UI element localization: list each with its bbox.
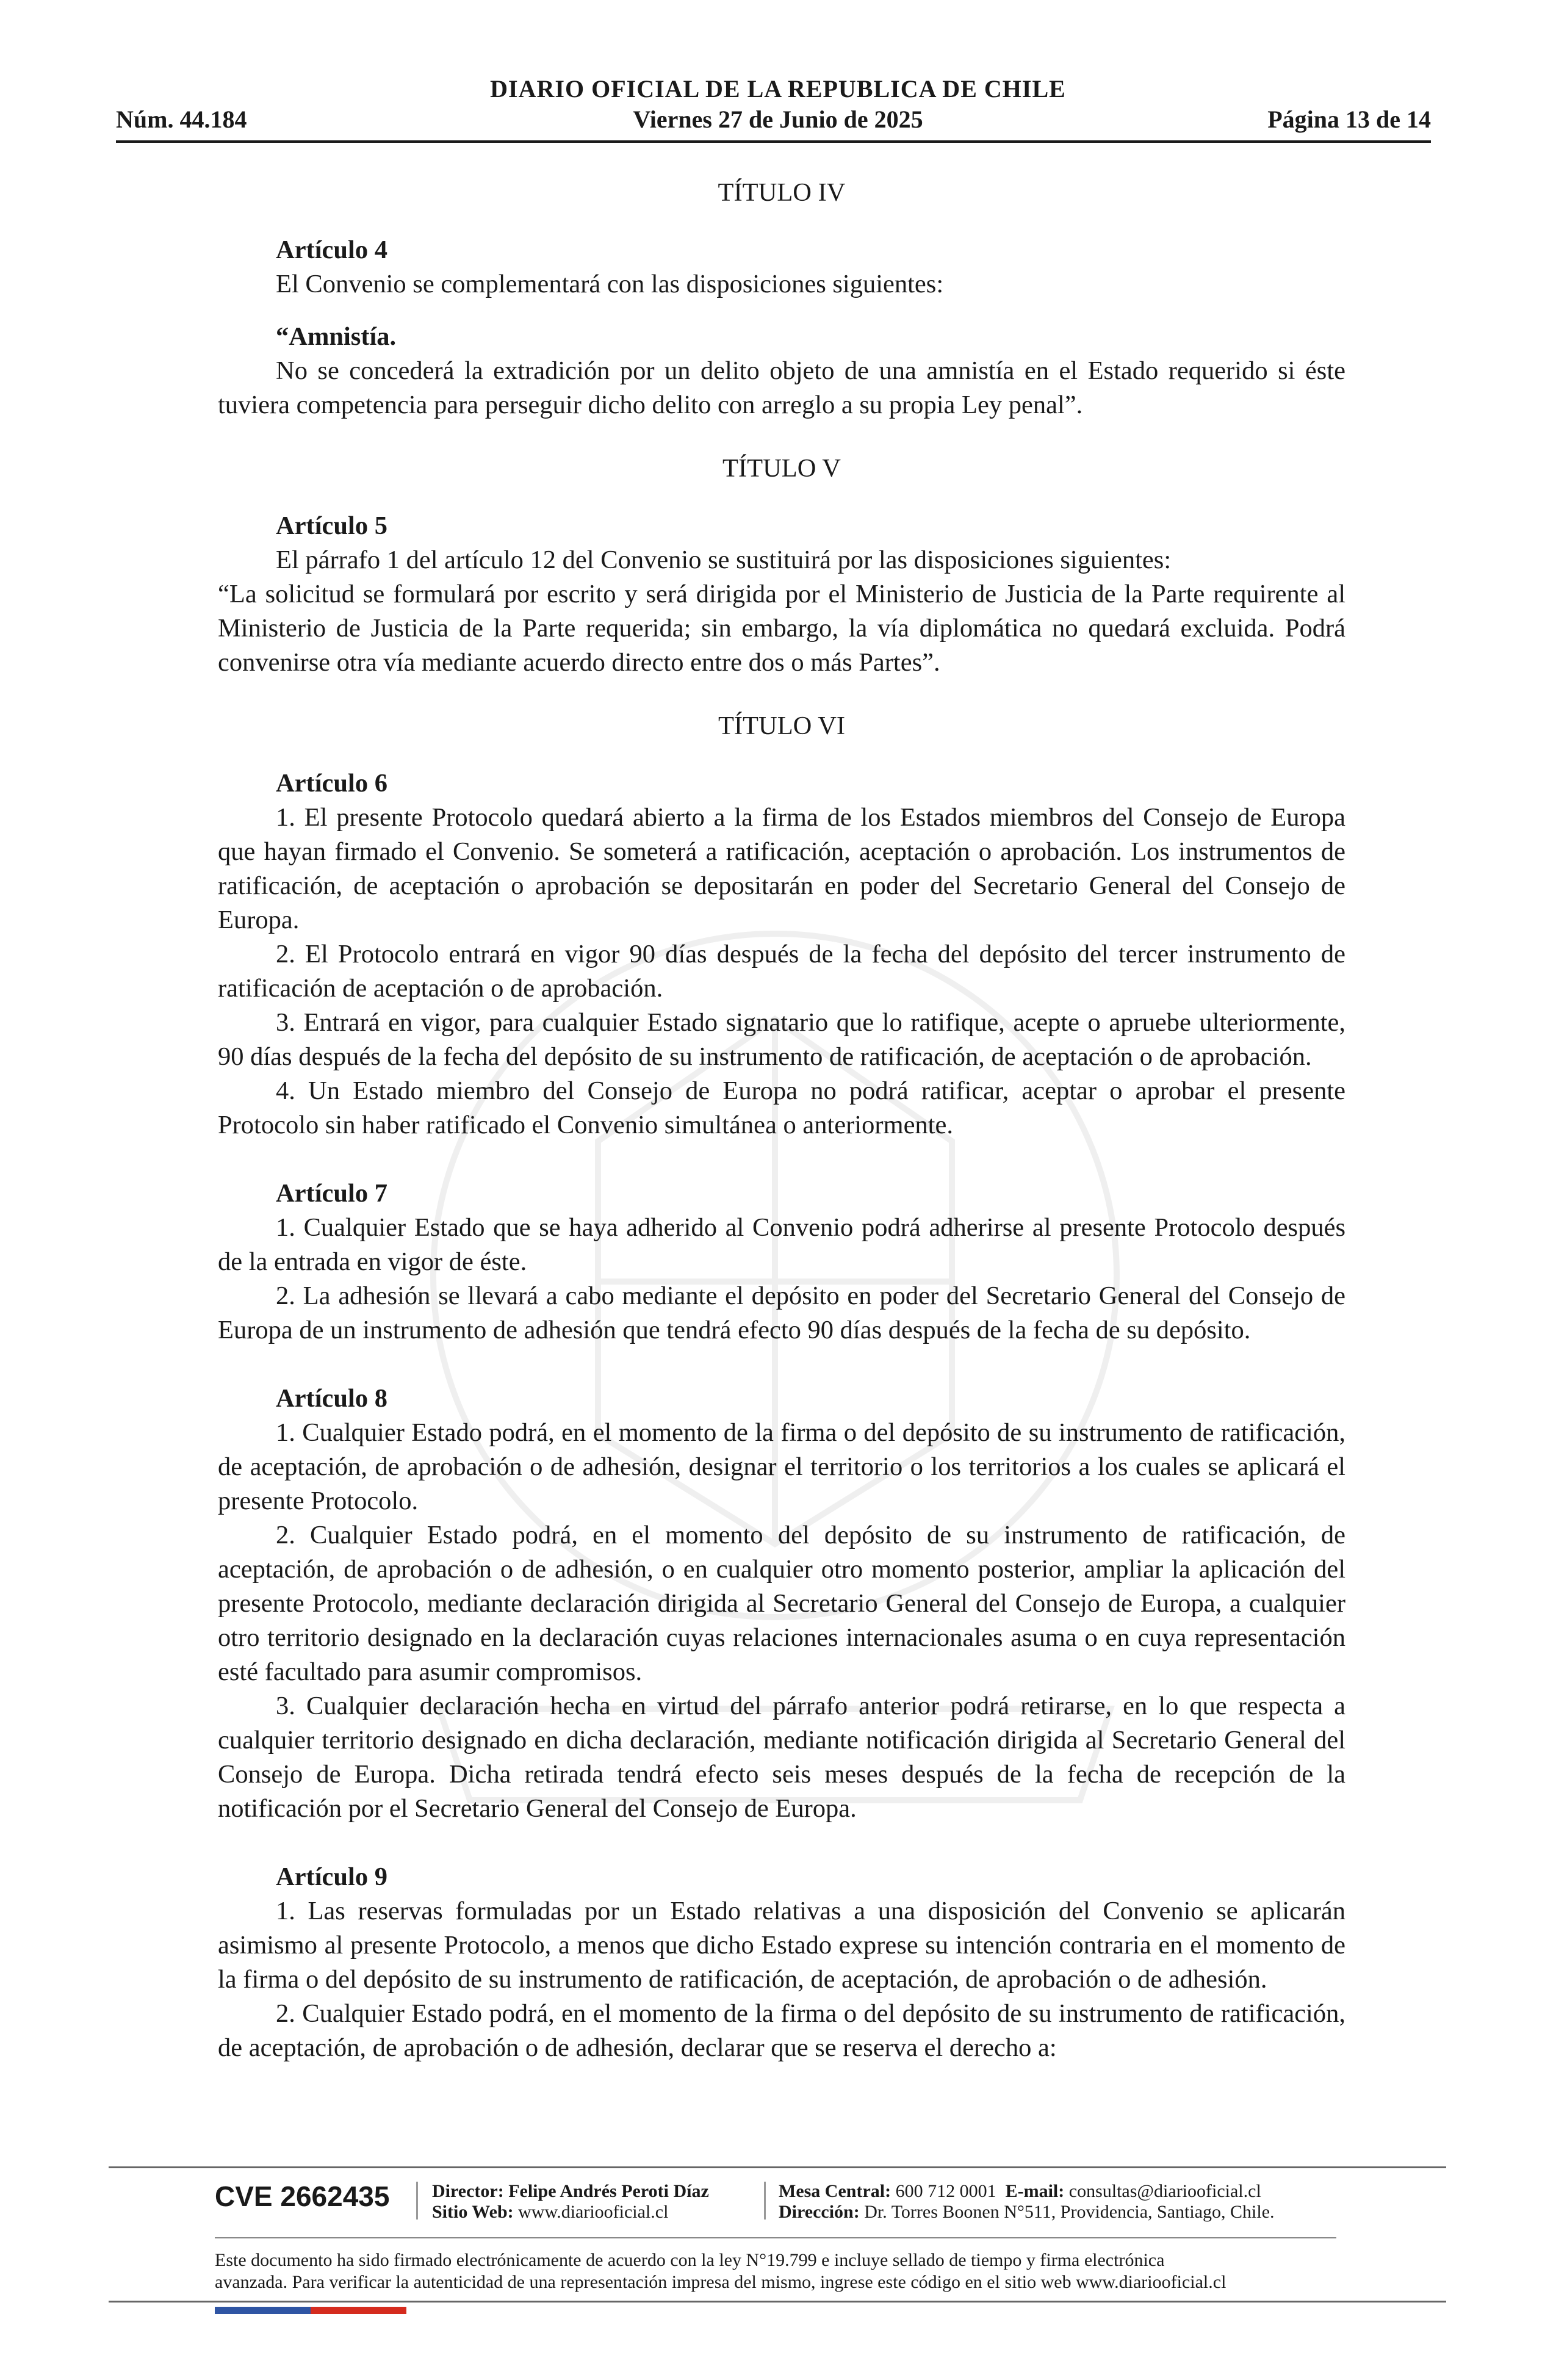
flag-blue-segment [215,2307,311,2314]
amnistia-heading: “Amnistía. [276,322,397,351]
articulo-4-heading: Artículo 4 [276,236,387,264]
titulo-v-heading: TÍTULO V [722,454,841,483]
email-link[interactable]: consultas@diariooficial.cl [1068,2181,1261,2201]
document-body [218,165,1345,2065]
director-name: Felipe Andrés Peroti Díaz [508,2181,709,2201]
articulo-5-intro: El párrafo 1 del artículo 12 del Convenio se sustituirá por las disposiciones siguientes: [276,546,1172,574]
cve-code: CVE 2662435 [215,2180,390,2212]
titulo-vi-heading: TÍTULO VI [718,712,846,740]
issue-number: Núm. 44.184 [116,106,247,133]
articulo-6-paragraph-2: 2. El Protocolo entrará en vigor 90 días después de la fecha del depósito del tercer instrumento de ratificación de aceptación o de aprobación. [218,940,1345,1003]
signature-note-line-2: avanzada. Para verificar la autenticidad de una representación impresa del mismo, ingrese este código en el sitio web www.diariooficial.cl [215,2272,1226,2292]
electronic-signature-note [215,2249,1350,2293]
newspaper-title: DIARIO OFICIAL DE LA REPUBLICA DE CHILE [490,75,1066,103]
footer-separator [764,2182,766,2220]
director-label: Director: [432,2181,504,2201]
articulo-4-intro: El Convenio se complementará con las disposiciones siguientes: [276,270,944,298]
articulo-9-paragraph-1: 1. Las reservas formuladas por un Estado relativas a una disposición del Convenio se aplicarán asimismo al presente Protocolo, a menos que dicho Estado exprese su intención contraria en el momento de la firma o del depósito de su instrumento de ratificación, de aceptación, de aprobación o de adhesión. [218,1897,1345,1994]
articulo-6-paragraph-1: 1. El presente Protocolo quedará abierto a la firma de los Estados miembros del Consejo de Europa que hayan firmado el Convenio. Se someterá a ratificación, aceptación o aprobación. Los instrumentos de ratificación, de aceptación o aprobación se depositarán en poder del Secretario General del Consejo de Europa. [218,803,1345,934]
articulo-5-heading: Artículo 5 [276,511,387,540]
footer-director-block [432,2181,709,2223]
header-divider [116,140,1431,143]
footer-top-divider [109,2166,1446,2168]
footer-bottom-divider [109,2301,1446,2302]
articulo-6-paragraph-3: 3. Entrará en vigor, para cualquier Estado signatario que lo ratifique, acepte o apruebe ulteriormente, 90 días después de la fecha del depósito de su instrumento de ratificación, de aceptación o de aprobación. [218,1008,1345,1071]
issue-date: Viernes 27 de Junio de 2025 [633,106,923,133]
address-value: Dr. Torres Boonen N°511, Providencia, Santiago, Chile. [864,2202,1275,2222]
site-link[interactable]: www.diariooficial.cl [518,2202,669,2222]
articulo-6-paragraph-4: 4. Un Estado miembro del Consejo de Europa no podrá ratificar, aceptar o aprobar el presente Protocolo sin haber ratificado el Convenio simultánea o anteriormente. [218,1076,1345,1139]
signature-note-line-1: Este documento ha sido firmado electrónicamente de acuerdo con la ley N°19.799 e incluye sellado de tiempo y firma electrónica [215,2250,1165,2270]
chile-flag-stripe [215,2307,406,2314]
articulo-7-paragraph-2: 2. La adhesión se llevará a cabo mediante el depósito en poder del Secretario General del Consejo de Europa de un instrumento de adhesión que tendrá efecto 90 días después de la fecha de su depósito. [218,1282,1345,1344]
articulo-8-paragraph-2: 2. Cualquier Estado podrá, en el momento del depósito de su instrumento de ratificación, de aceptación, de aprobación o de adhesión, o en cualquier otro momento posterior, ampliar la aplicación del presente Protocolo, mediante declaración dirigida al Secretario General del Consejo de Europa, a cualquier otro territorio designado en la declaración cuyas relaciones internacionales asuma o en cuya representación esté facultado para asumir compromisos. [218,1521,1345,1686]
titulo-iv-heading: TÍTULO IV [718,178,846,207]
articulo-8-paragraph-1: 1. Cualquier Estado podrá, en el momento de la firma o del depósito de su instrumento de ratificación, de aceptación, de aprobación o de adhesión, designar el territorio o los territorios a los cuales se aplicará el presente Protocolo. [218,1418,1345,1515]
footer-contact-block [779,2181,1275,2223]
articulo-8-heading: Artículo 8 [276,1384,387,1413]
page-header [0,0,1556,159]
articulo-8-paragraph-3: 3. Cualquier declaración hecha en virtud del párrafo anterior podrá retirarse, en lo que respecta a cualquier territorio designado en dicha declaración, mediante notificación dirigida al Secretario General del Consejo de Europa. Dicha retirada tendrá efecto seis meses después de la fecha de recepción de la notificación por el Secretario General del Consejo de Europa. [218,1692,1345,1823]
site-label: Sitio Web: [432,2202,514,2222]
articulo-9-paragraph-2: 2. Cualquier Estado podrá, en el momento de la firma o del depósito de su instrumento de ratificación, de aceptación, de aprobación o de adhesión, declarar que se reserva el derecho a: [218,1999,1345,2062]
flag-red-segment [311,2307,406,2314]
articulo-7-heading: Artículo 7 [276,1179,387,1208]
mesa-phone: 600 712 0001 [895,2181,996,2201]
footer-separator [416,2182,418,2220]
email-label: E-mail: [1005,2181,1065,2201]
footer-mid-divider [215,2237,1336,2238]
address-label: Dirección: [779,2202,860,2222]
articulo-7-paragraph-1: 1. Cualquier Estado que se haya adherido al Convenio podrá adherirse al presente Protocolo después de la entrada en vigor de éste. [218,1213,1345,1276]
articulo-6-heading: Artículo 6 [276,769,387,798]
mesa-label: Mesa Central: [779,2181,891,2201]
articulo-5-text: “La solicitud se formulará por escrito y será dirigida por el Ministerio de Justicia de la Parte requirente al Ministerio de Justicia de la Parte requerida; sin embargo, la vía diplomática no quedará excluida. Podrá convenirse otra vía mediante acuerdo directo entre dos o más Partes”. [218,580,1345,677]
amnistia-text: No se concederá la extradición por un delito objeto de una amnistía en el Estado requerido si éste tuviera competencia para perseguir dicho delito con arreglo a su propia Ley penal”. [218,356,1345,419]
page-indicator: Página 13 de 14 [1267,106,1431,133]
articulo-9-heading: Artículo 9 [276,1863,387,1891]
